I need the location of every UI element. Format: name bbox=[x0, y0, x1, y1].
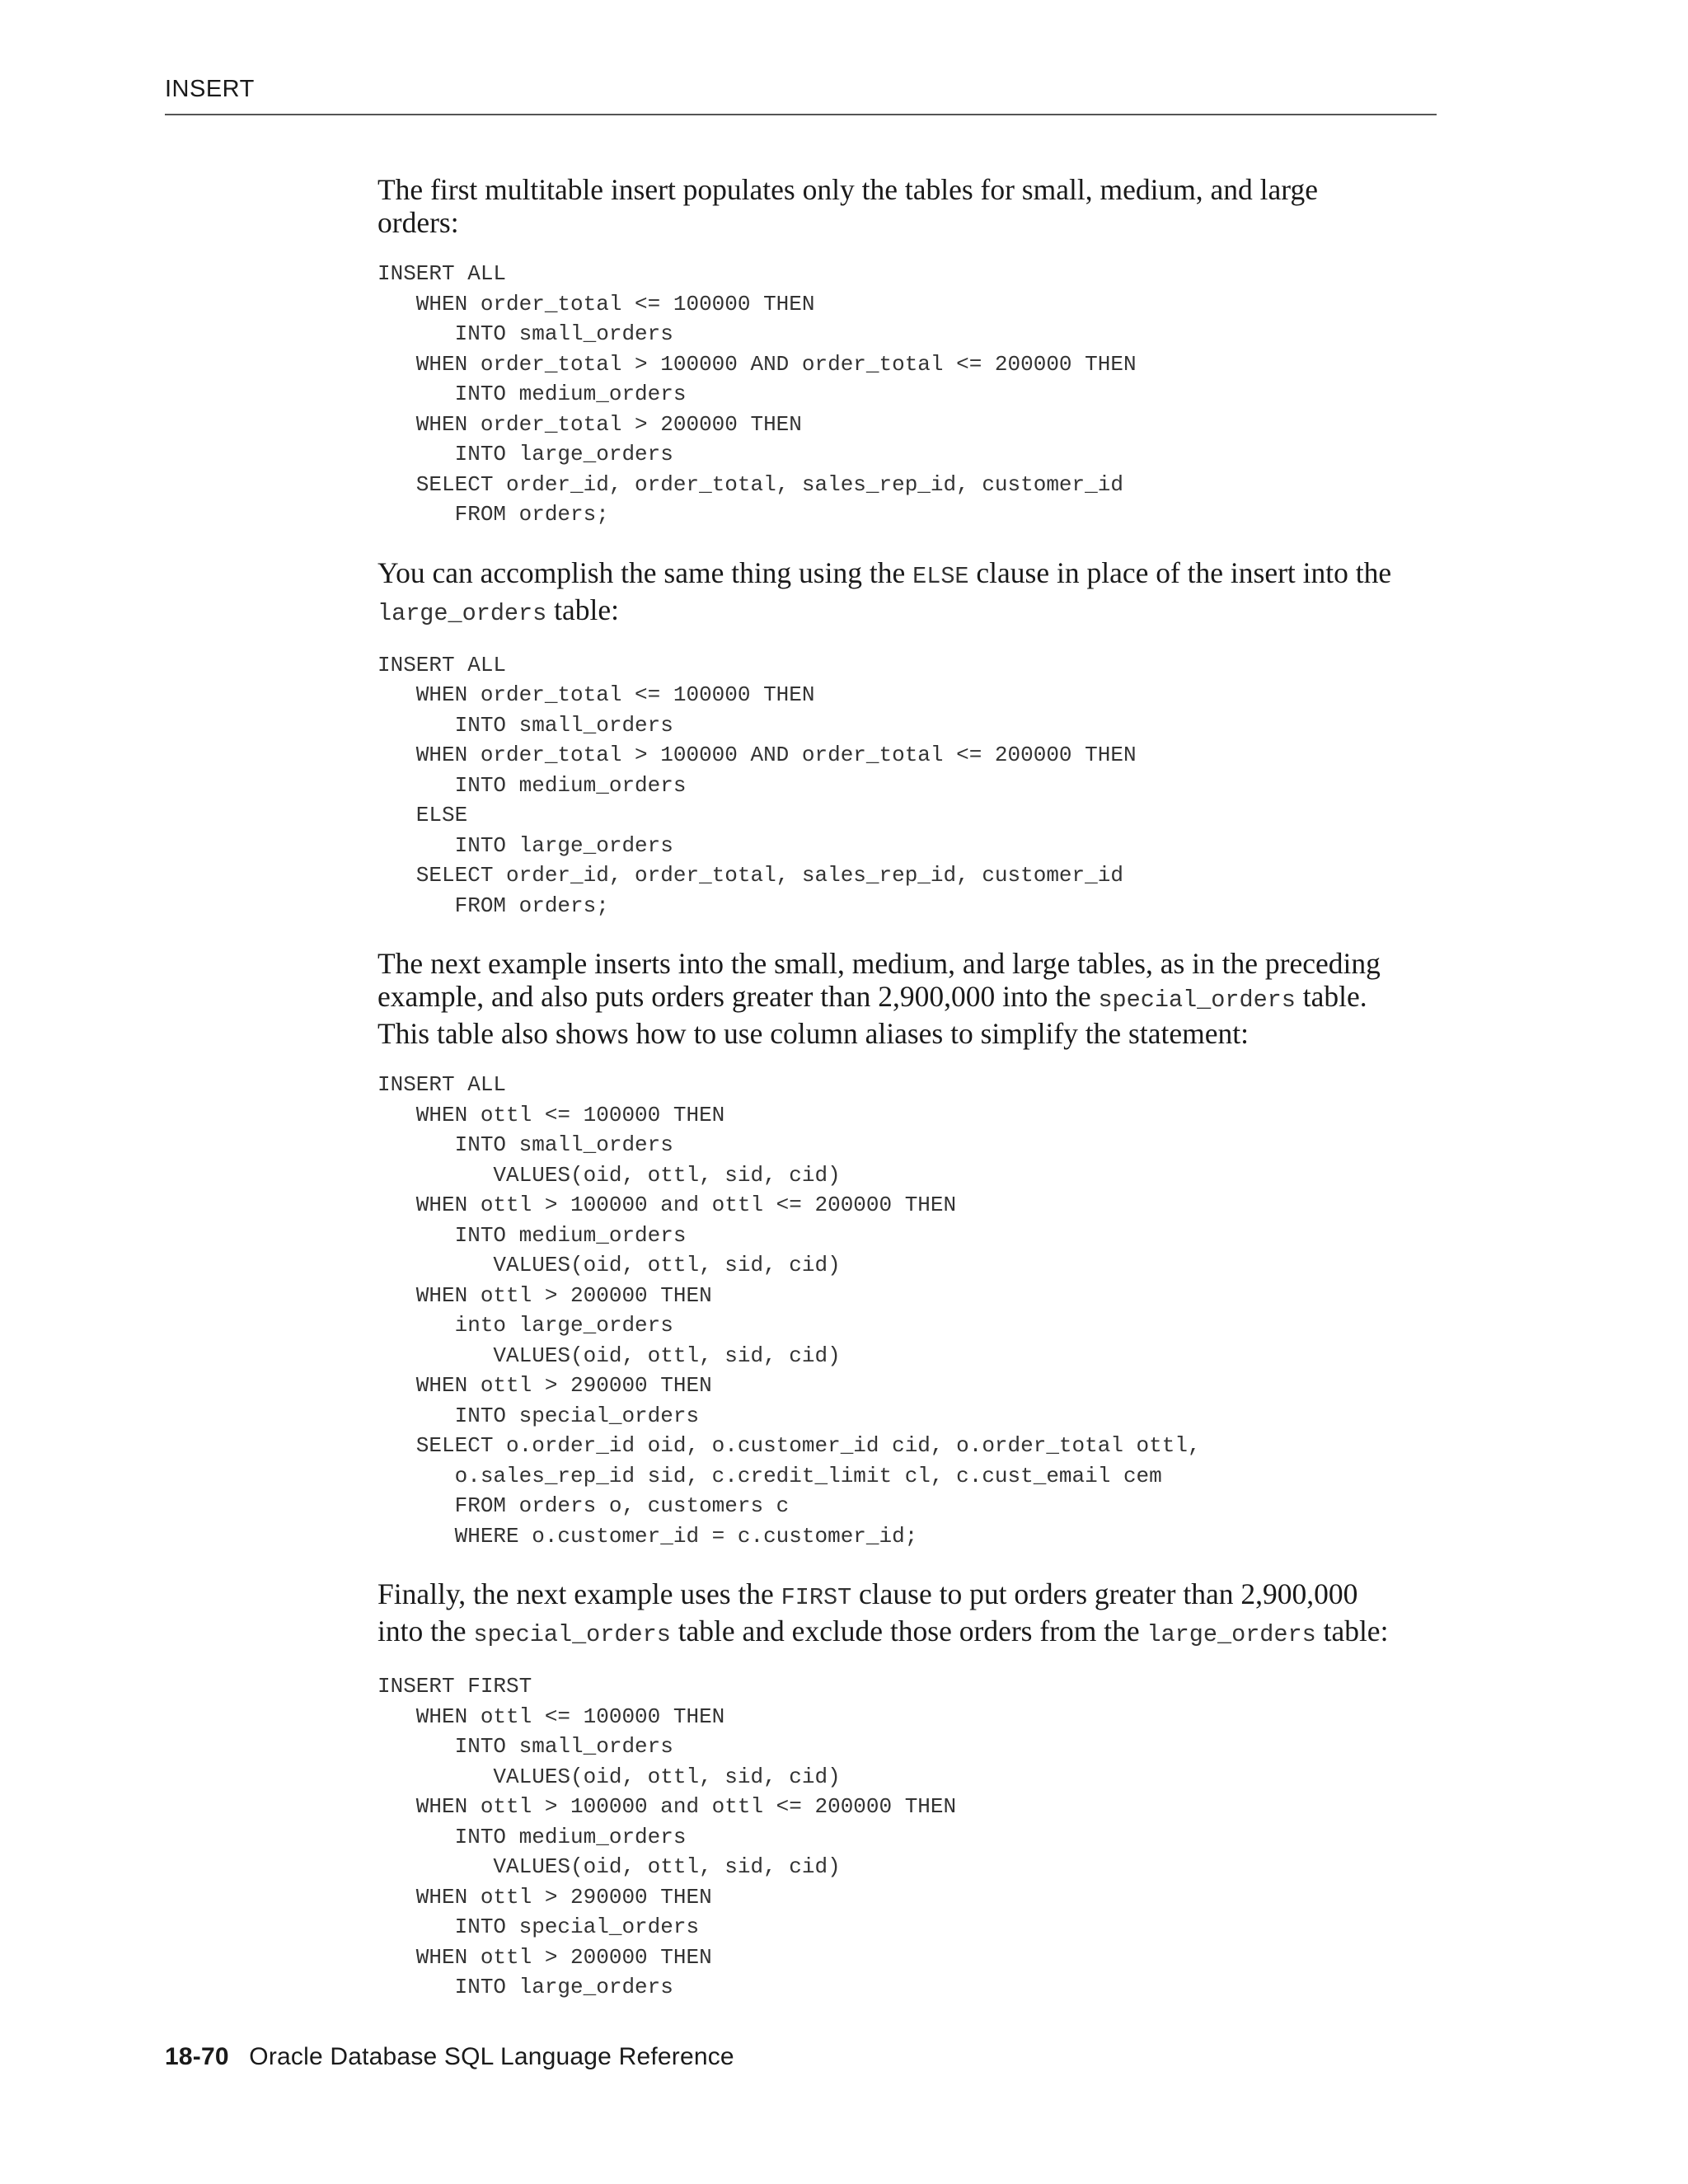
code-line: INSERT ALL bbox=[377, 1072, 507, 1097]
body-paragraph bbox=[377, 947, 1441, 1050]
text-run: The first multitable insert populates only the tables for small, medium, and large bbox=[377, 173, 1318, 206]
text-run: table and exclude those orders from the bbox=[670, 1615, 1147, 1647]
code-line: INTO large_orders bbox=[377, 832, 673, 858]
code-line: INSERT ALL bbox=[377, 652, 507, 677]
code-line: INTO large_orders bbox=[377, 1975, 673, 1999]
code-line: WHEN order_total > 200000 THEN bbox=[377, 411, 802, 437]
text-run: clause in place of the insert into the bbox=[968, 555, 1392, 589]
page-number: 18-70 bbox=[165, 2043, 229, 2070]
code-line: VALUES(oid, ottl, sid, cid) bbox=[377, 1253, 841, 1277]
text-run: This table also shows how to use column aliases to simplify the statement: bbox=[377, 1017, 1249, 1050]
paragraph-line bbox=[377, 1017, 1441, 1050]
code-line: INSERT FIRST bbox=[377, 1674, 532, 1699]
code-line: WHEN ottl > 100000 and ottl <= 200000 THEN bbox=[377, 1794, 957, 1819]
text-run: The next example inserts into the small, medium, and large tables, as in the preceding bbox=[377, 947, 1381, 980]
code-line: into large_orders bbox=[377, 1313, 673, 1338]
code-line: INTO small_orders bbox=[377, 1132, 673, 1157]
code-example bbox=[377, 650, 1441, 921]
code-line: WHEN ottl > 200000 THEN bbox=[377, 1282, 712, 1308]
code-line: o.sales_rep_id sid, c.credit_limit cl, c.cust_email cem bbox=[377, 1463, 1162, 1488]
text-run: table. bbox=[1295, 980, 1367, 1013]
text-run: example, and also puts orders greater than 2,900,000 into the bbox=[377, 980, 1099, 1013]
text-run: clause to put orders greater than 2,900,000 bbox=[851, 1577, 1358, 1610]
book-title: Oracle Database SQL Language Reference bbox=[249, 2043, 734, 2070]
paragraph-line bbox=[377, 593, 1441, 630]
inline-code: large_orders bbox=[1146, 1621, 1316, 1648]
code-line: WHEN order_total <= 100000 THEN bbox=[377, 291, 815, 316]
code-line: WHEN ottl <= 100000 THEN bbox=[377, 1102, 725, 1127]
body-paragraph bbox=[377, 556, 1441, 630]
code-line: VALUES(oid, ottl, sid, cid) bbox=[377, 1854, 841, 1879]
code-example bbox=[377, 259, 1441, 530]
code-line: WHEN ottl > 290000 THEN bbox=[377, 1884, 712, 1910]
code-line: WHEN order_total > 100000 AND order_total <= 200000 THEN bbox=[377, 351, 1137, 377]
text-run: You can accomplish the same thing using the bbox=[377, 555, 913, 589]
code-line: SELECT o.order_id oid, o.customer_id cid, o.order_total ottl, bbox=[377, 1433, 1201, 1458]
main-content bbox=[377, 173, 1441, 2029]
code-line: FROM orders o, customers c bbox=[377, 1493, 790, 1518]
code-line: SELECT order_id, order_total, sales_rep_id, customer_id bbox=[377, 471, 1123, 497]
code-line: INTO special_orders bbox=[377, 1915, 700, 1939]
code-line: INTO medium_orders bbox=[377, 1222, 687, 1248]
code-line: WHEN order_total <= 100000 THEN bbox=[377, 682, 815, 707]
inline-code: FIRST bbox=[781, 1584, 852, 1611]
text-run: table: bbox=[546, 593, 619, 626]
code-line: INTO large_orders bbox=[377, 442, 673, 466]
text-run: orders: bbox=[377, 206, 459, 239]
paragraph-line bbox=[377, 556, 1441, 593]
code-line: INTO medium_orders bbox=[377, 772, 687, 798]
code-line: INTO medium_orders bbox=[377, 1824, 687, 1849]
paragraph-line bbox=[377, 980, 1441, 1017]
code-line: FROM orders; bbox=[377, 893, 609, 918]
code-line: FROM orders; bbox=[377, 502, 609, 527]
paragraph-line bbox=[377, 1615, 1441, 1652]
code-line: WHEN ottl > 200000 THEN bbox=[377, 1944, 712, 1970]
paragraph-line bbox=[377, 1577, 1441, 1615]
paragraph-line bbox=[377, 947, 1441, 980]
text-run: into the bbox=[377, 1615, 474, 1647]
code-line: INSERT ALL bbox=[377, 261, 507, 286]
body-paragraph bbox=[377, 173, 1441, 239]
inline-code: special_orders bbox=[473, 1621, 671, 1648]
body-paragraph bbox=[377, 1577, 1441, 1652]
paragraph-line bbox=[377, 173, 1441, 206]
code-line: SELECT order_id, order_total, sales_rep_id, customer_id bbox=[377, 863, 1123, 888]
code-line: INTO small_orders bbox=[377, 1734, 673, 1759]
code-line: VALUES(oid, ottl, sid, cid) bbox=[377, 1162, 841, 1188]
inline-code: large_orders bbox=[377, 599, 547, 627]
inline-code: special_orders bbox=[1098, 987, 1296, 1014]
code-example bbox=[377, 1070, 1441, 1551]
code-line: INTO special_orders bbox=[377, 1403, 700, 1428]
code-line: WHEN ottl > 290000 THEN bbox=[377, 1373, 712, 1398]
running-header: INSERT bbox=[165, 76, 255, 102]
text-run: Finally, the next example uses the bbox=[377, 1577, 781, 1610]
text-run: table: bbox=[1315, 1615, 1389, 1647]
code-line: INTO small_orders bbox=[377, 712, 673, 738]
page-footer bbox=[165, 2043, 734, 2071]
header-divider bbox=[165, 114, 1437, 115]
code-example bbox=[377, 1671, 1441, 2003]
code-line: ELSE bbox=[377, 803, 468, 827]
code-line: WHEN order_total > 100000 AND order_total <= 200000 THEN bbox=[377, 743, 1137, 767]
inline-code: ELSE bbox=[912, 562, 969, 590]
code-line: WHEN ottl <= 100000 THEN bbox=[377, 1704, 725, 1729]
code-line: INTO medium_orders bbox=[377, 382, 687, 406]
code-line: INTO small_orders bbox=[377, 321, 673, 346]
code-line: WHERE o.customer_id = c.customer_id; bbox=[377, 1523, 918, 1549]
code-line: VALUES(oid, ottl, sid, cid) bbox=[377, 1343, 841, 1368]
code-line: VALUES(oid, ottl, sid, cid) bbox=[377, 1764, 841, 1789]
paragraph-line bbox=[377, 206, 1441, 239]
code-line: WHEN ottl > 100000 and ottl <= 200000 THEN bbox=[377, 1193, 957, 1217]
